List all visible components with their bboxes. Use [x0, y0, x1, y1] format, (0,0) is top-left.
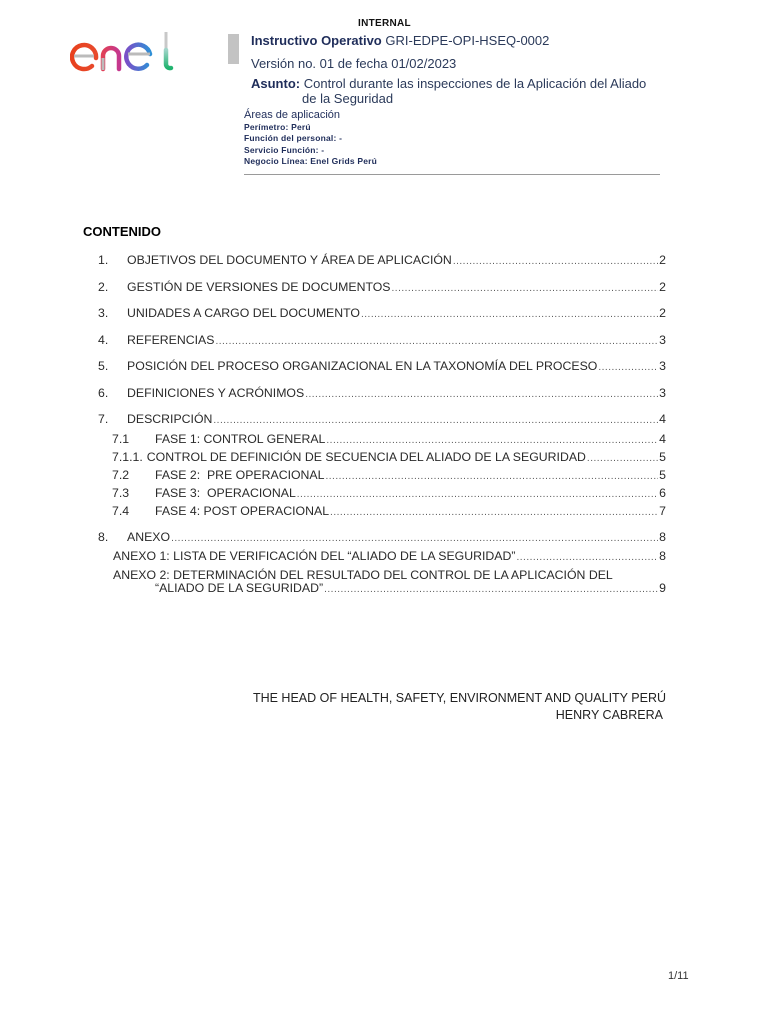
toc-title: CONTENIDO [83, 224, 161, 239]
toc-subentry[interactable] [112, 450, 666, 464]
toc-text: POSICIÓN DEL PROCESO ORGANIZACIONAL EN LA TAXONOMÍA DEL PROCESO [127, 359, 598, 373]
toc-annex-entry-line1[interactable] [113, 568, 666, 582]
toc-number: 1. [98, 253, 109, 267]
toc-text: DESCRIPCIÓN [127, 412, 213, 426]
toc-entry[interactable] [98, 530, 666, 544]
areas-title: Áreas de aplicación [244, 109, 341, 121]
toc-number: 7.4 [112, 504, 130, 518]
toc-leader [305, 389, 658, 400]
toc-page: 7 [659, 504, 666, 518]
toc-text: FASE 3: OPERACIONAL [155, 486, 296, 500]
toc-text: OBJETIVOS DEL DOCUMENTO Y ÁREA DE APLICACIÓN [127, 253, 452, 267]
document-code: GRI-EDPE-OPI-HSEQ-0002 [385, 33, 550, 48]
toc-page: 4 [659, 412, 666, 426]
toc-number: 8. [98, 530, 109, 544]
toc-text: “ALIADO DE LA SEGURIDAD” [155, 581, 324, 595]
toc-page: 8 [659, 530, 666, 544]
toc-leader [453, 256, 658, 267]
toc-subentry[interactable] [112, 468, 666, 482]
subject-text-line1: Control durante las inspecciones de la Aplicación del Aliado [303, 76, 647, 91]
toc-leader [587, 453, 658, 464]
toc-text: FASE 1: CONTROL GENERAL [155, 432, 326, 446]
toc-leader [171, 533, 658, 544]
toc-entry[interactable] [98, 306, 666, 320]
toc-number: 5. [98, 359, 109, 373]
signature-role: THE HEAD OF HEALTH, SAFETY, ENVIRONMENT AND QUALITY PERÚ [252, 691, 666, 705]
toc-page: 3 [659, 386, 666, 400]
toc-text: ANEXO 2: DETERMINACIÓN DEL RESULTADO DEL CONTROL DE LA APLICACIÓN DEL [113, 568, 613, 582]
toc-leader [598, 362, 658, 373]
toc-text: DEFINICIONES Y ACRÓNIMOS [127, 386, 305, 400]
toc-page: 3 [659, 359, 666, 373]
toc-text: ANEXO [127, 530, 171, 544]
toc-leader [361, 309, 658, 320]
toc-leader [330, 507, 658, 518]
toc-entry[interactable] [98, 280, 666, 294]
header-divider [244, 174, 660, 175]
toc-page: 9 [659, 581, 666, 595]
toc-entry[interactable] [98, 412, 666, 426]
toc-text: ANEXO 1: LISTA DE VERIFICACIÓN DEL “ALIADO DE LA SEGURIDAD” [113, 549, 516, 563]
toc-text: UNIDADES A CARGO DEL DOCUMENTO [127, 306, 360, 320]
toc-page: 2 [659, 280, 666, 294]
toc-page: 8 [659, 549, 666, 563]
document-type: Instructivo Operativo [251, 33, 382, 48]
toc-entry[interactable] [98, 253, 666, 267]
toc-leader [213, 415, 658, 426]
toc-page: 6 [659, 486, 666, 500]
document-title [251, 33, 549, 48]
toc-entry[interactable] [98, 359, 666, 373]
toc-subentry[interactable] [112, 486, 666, 500]
toc-number: 6. [98, 386, 109, 400]
enel-logo-icon [70, 28, 182, 74]
toc-page: 4 [659, 432, 666, 446]
toc-leader [392, 283, 659, 294]
toc-text: REFERENCIAS [127, 333, 215, 347]
application-areas [244, 110, 377, 168]
subject-text-line2: de la Seguridad [302, 91, 394, 106]
toc-page: 2 [659, 253, 666, 267]
toc-page: 5 [659, 468, 666, 482]
toc-number: 7.3 [112, 486, 130, 500]
document-subject [251, 76, 671, 91]
subject-label: Asunto: [251, 76, 301, 91]
toc-page: 3 [659, 333, 666, 347]
area-business-line: Negocio Línea: Enel Grids Perú [244, 156, 378, 166]
toc-subentry[interactable] [112, 432, 666, 446]
toc-text: GESTIÓN DE VERSIONES DE DOCUMENTOS [127, 280, 391, 294]
classification-label: INTERNAL [358, 18, 411, 29]
toc-leader [324, 584, 658, 595]
toc-leader [215, 336, 658, 347]
page-number: 1/11 [668, 970, 689, 982]
toc-leader [516, 552, 658, 563]
toc-text: FASE 2: PRE OPERACIONAL [155, 468, 325, 482]
toc-page: 2 [659, 306, 666, 320]
signature-name: HENRY CABRERA [555, 708, 663, 722]
toc-entry[interactable] [98, 333, 666, 347]
toc-number: 7.1 [112, 432, 130, 446]
toc-subentry[interactable] [112, 504, 666, 518]
toc-annex-entry-line2[interactable] [155, 581, 666, 595]
toc-number: 7. [98, 412, 109, 426]
toc-text: CONTROL DE DEFINICIÓN DE SECUENCIA DEL ALIADO DE LA SEGURIDAD [146, 450, 586, 464]
toc-annex-entry[interactable] [113, 549, 666, 563]
toc-number: 7.2 [112, 468, 130, 482]
toc-text: FASE 4: POST OPERACIONAL [155, 504, 330, 518]
toc-entry[interactable] [98, 386, 666, 400]
area-perimeter: Perímetro: Perú [244, 121, 311, 132]
area-staff-function: Función del personal: - [244, 133, 343, 143]
header-accent-bar [228, 34, 239, 64]
toc-leader [325, 471, 658, 482]
toc-leader [297, 489, 658, 500]
toc-number: 4. [98, 333, 109, 347]
toc-leader [326, 435, 658, 446]
toc-number: 7.1.1. [112, 450, 143, 464]
toc-page: 5 [659, 450, 666, 464]
document-version: Versión no. 01 de fecha 01/02/2023 [251, 56, 457, 71]
toc-number: 3. [98, 306, 109, 320]
area-service-function: Servicio Función: - [244, 144, 325, 155]
toc-number: 2. [98, 280, 109, 294]
